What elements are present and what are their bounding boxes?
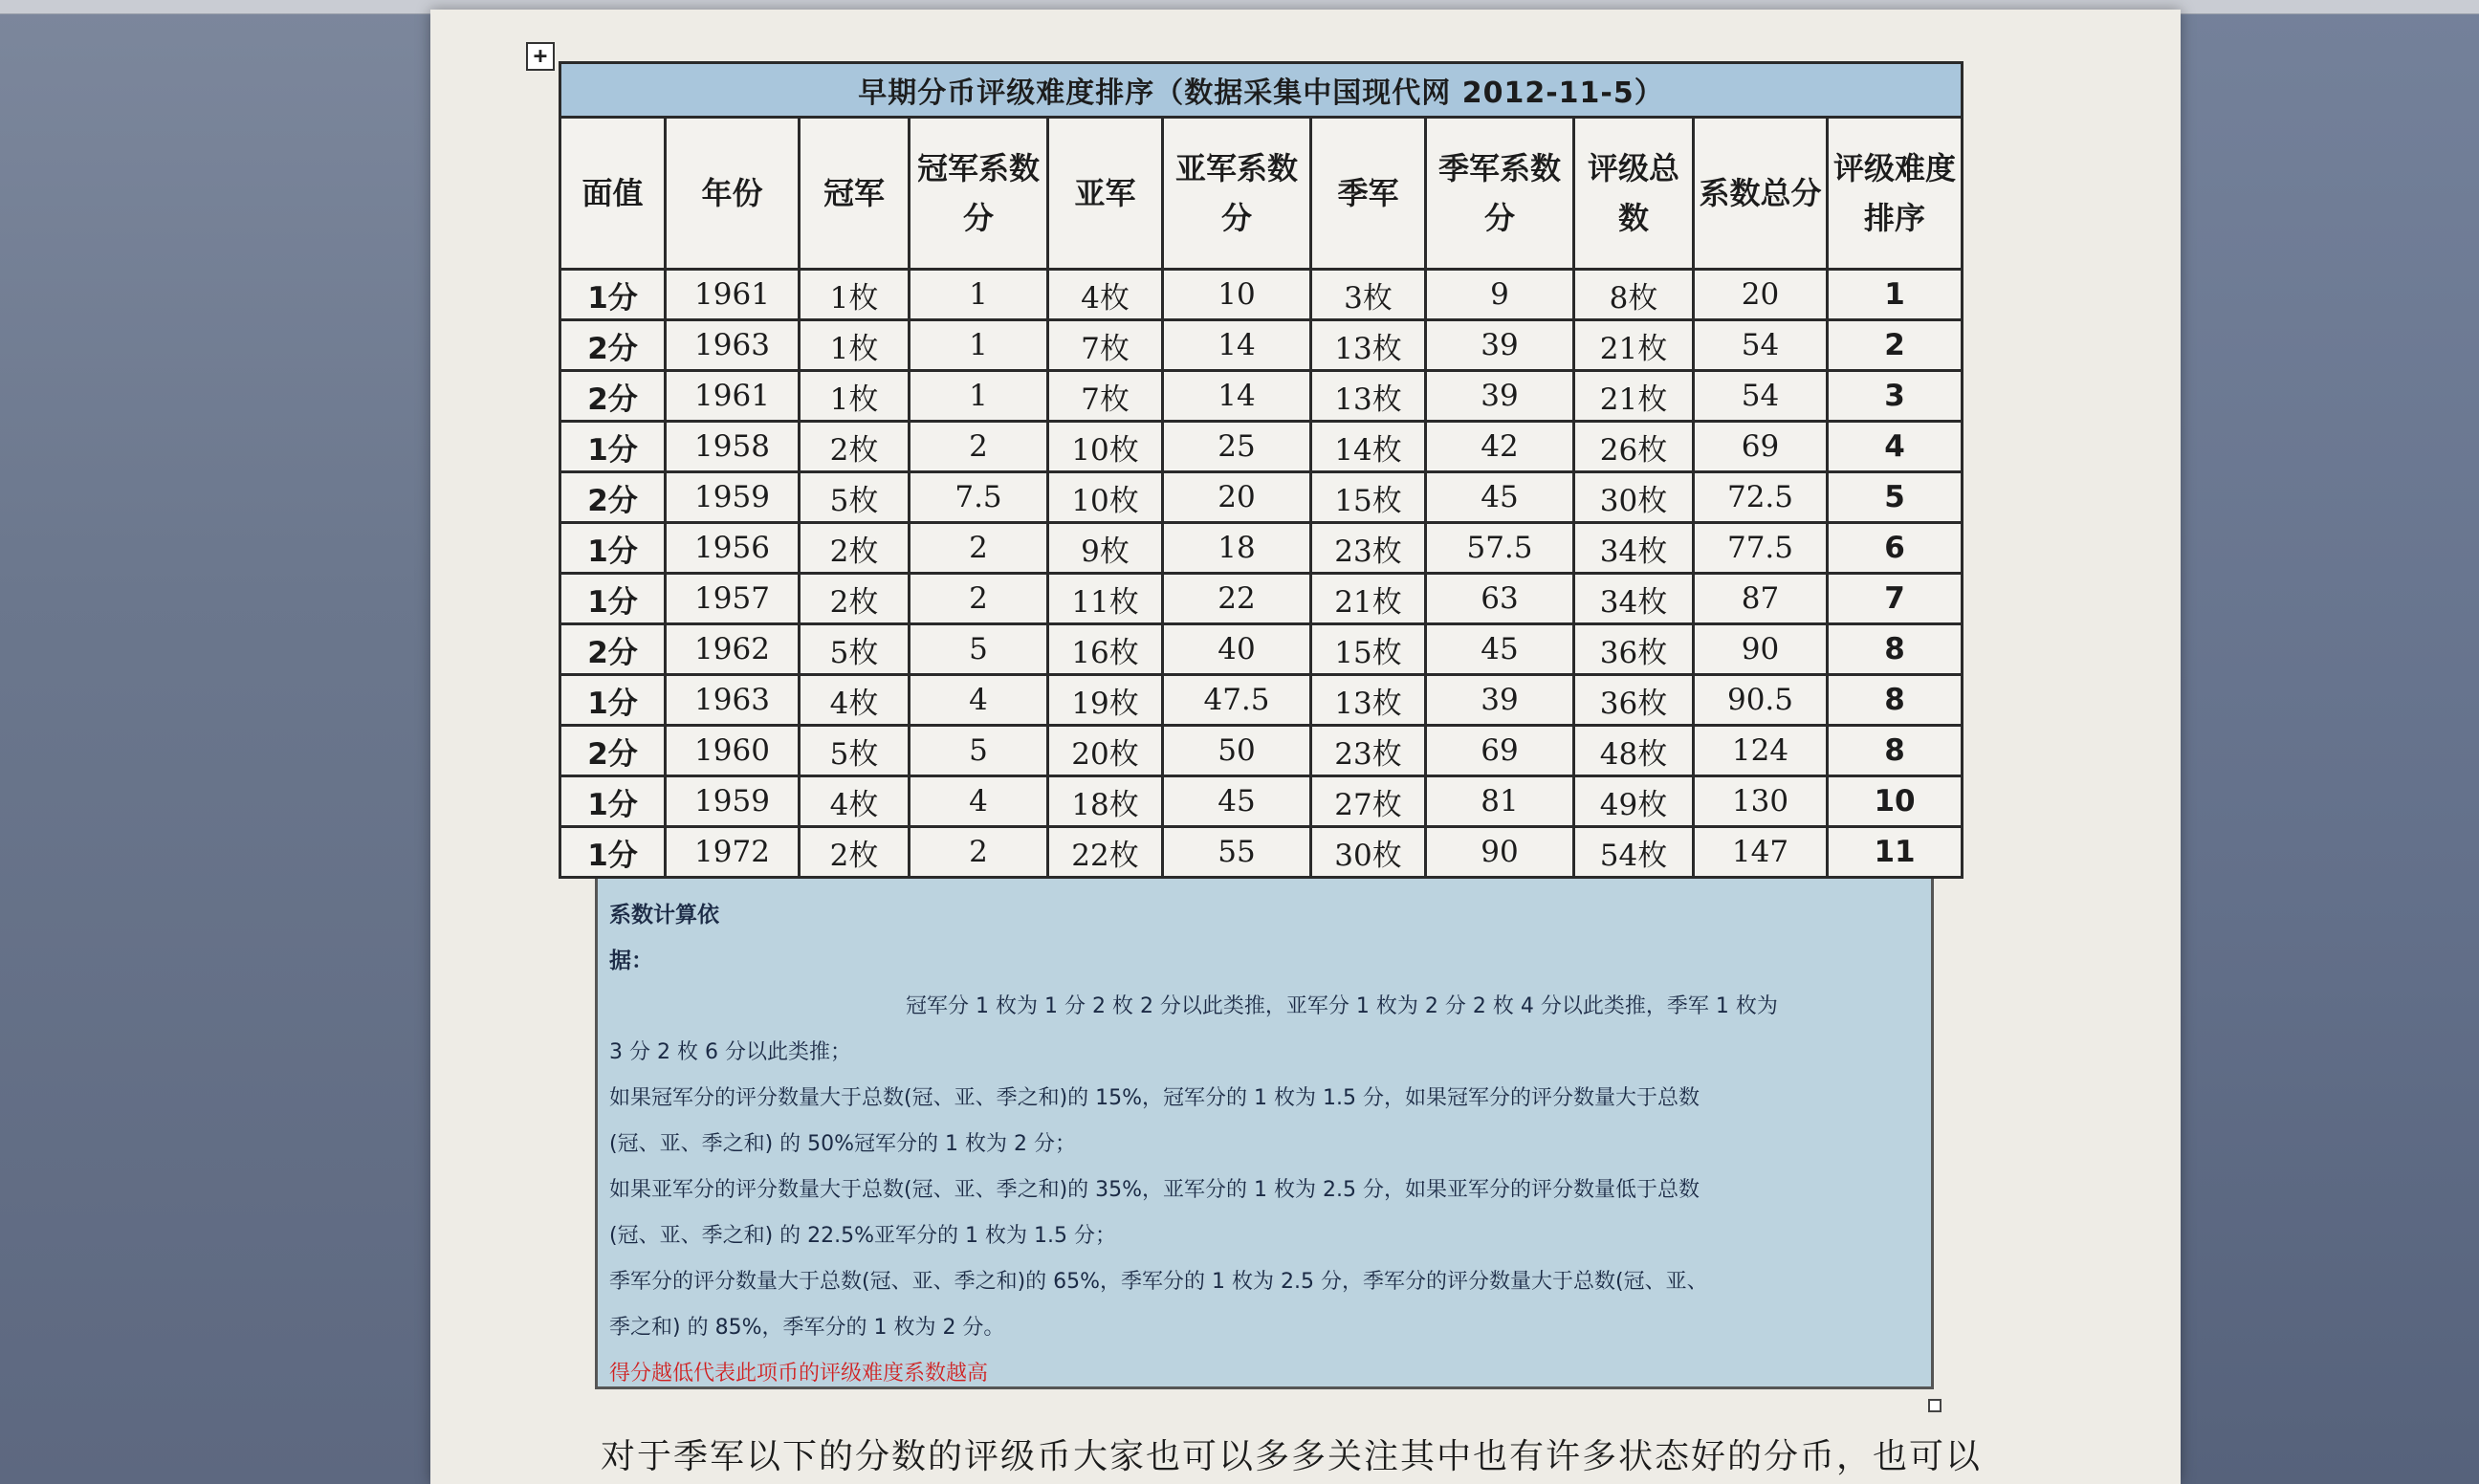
table-cell[interactable]: 21枚 [1574, 320, 1694, 371]
table-resize-handle-icon[interactable] [1928, 1399, 1942, 1412]
table-cell[interactable]: 1 [1828, 270, 1963, 320]
table-cell[interactable]: 1963 [666, 320, 800, 371]
table-cell[interactable]: 77.5 [1694, 523, 1828, 574]
table-cell[interactable]: 39 [1426, 675, 1574, 726]
table-cell[interactable]: 4枚 [1048, 270, 1163, 320]
table-cell[interactable]: 1 [910, 270, 1048, 320]
body-paragraph: 对于季军以下的分数的评级币大家也可以多多关注其中也有许多状态好的分币，也可以 [601, 1437, 1983, 1476]
table-cell[interactable]: 10枚 [1048, 422, 1163, 472]
table-cell[interactable]: 3 [1828, 371, 1963, 422]
notes-line-5: 如果亚军分的评分数量大于总数(冠、亚、季之和)的 35%，亚军分的 1 枚为 2.5 分，如果亚军分的评分数量低于总数 [609, 1178, 1700, 1202]
table-cell[interactable]: 5枚 [800, 624, 910, 675]
table-cell[interactable]: 22枚 [1048, 827, 1163, 878]
table-cell[interactable]: 20 [1163, 472, 1311, 523]
header-cell: 冠军系数分 [910, 118, 1048, 270]
table-cell[interactable]: 1分 [560, 675, 666, 726]
table-cell[interactable]: 1 [910, 320, 1048, 371]
table-cell[interactable]: 10枚 [1048, 472, 1163, 523]
header-cell: 年份 [666, 118, 800, 270]
table-cell[interactable]: 1枚 [800, 320, 910, 371]
table-row [560, 726, 1963, 776]
header-cell: 亚军 [1048, 118, 1163, 270]
table-body [560, 270, 1963, 878]
table-cell[interactable]: 47.5 [1163, 675, 1311, 726]
table-cell[interactable]: 2枚 [800, 523, 910, 574]
table-cell[interactable]: 13枚 [1311, 320, 1426, 371]
table-cell[interactable]: 10 [1828, 776, 1963, 827]
table-cell[interactable]: 8 [1828, 624, 1963, 675]
table-row [560, 371, 1963, 422]
table-cell[interactable]: 21枚 [1574, 371, 1694, 422]
table-cell[interactable]: 14 [1163, 320, 1311, 371]
table-row [560, 422, 1963, 472]
table-title: 早期分币评级难度排序（数据采集中国现代网 2012-11-5） [560, 63, 1963, 118]
table-cell[interactable]: 23枚 [1311, 523, 1426, 574]
table-cell[interactable]: 34枚 [1574, 574, 1694, 624]
table-cell[interactable]: 30枚 [1574, 472, 1694, 523]
desktop-right-background [2181, 0, 2479, 1484]
table-cell[interactable]: 54 [1694, 371, 1828, 422]
table-row [560, 776, 1963, 827]
table-cell[interactable]: 39 [1426, 320, 1574, 371]
table-cell[interactable]: 13枚 [1311, 371, 1426, 422]
table-cell[interactable]: 5枚 [800, 472, 910, 523]
table-cell[interactable]: 48枚 [1574, 726, 1694, 776]
table-cell[interactable]: 2 [910, 827, 1048, 878]
notes-line-2: 3 分 2 枚 6 分以此类推； [609, 1040, 851, 1064]
table-cell[interactable]: 1960 [666, 726, 800, 776]
table-cell[interactable]: 11 [1828, 827, 1963, 878]
table-cell[interactable]: 4 [910, 776, 1048, 827]
table-move-handle-icon[interactable]: + [526, 42, 555, 71]
table-cell[interactable]: 1961 [666, 371, 800, 422]
header-cell: 评级难度排序 [1828, 118, 1963, 270]
table-cell[interactable]: 1959 [666, 776, 800, 827]
table-cell[interactable]: 4 [910, 675, 1048, 726]
table-cell[interactable]: 7枚 [1048, 371, 1163, 422]
table-row [560, 270, 1963, 320]
table-cell[interactable]: 5 [910, 624, 1048, 675]
table-cell[interactable]: 2分 [560, 624, 666, 675]
table-cell[interactable]: 57.5 [1426, 523, 1574, 574]
table-cell[interactable]: 19枚 [1048, 675, 1163, 726]
table-cell[interactable]: 5 [1828, 472, 1963, 523]
table-cell[interactable]: 124 [1694, 726, 1828, 776]
notes-heading: 系数计算依 [609, 903, 719, 928]
table-cell[interactable]: 14枚 [1311, 422, 1426, 472]
table-header-row [560, 118, 1963, 270]
coefficient-notes [595, 879, 1934, 1389]
notes-line-7: 季军分的评分数量大于总数(冠、亚、季之和)的 65%，季军分的 1 枚为 2.5 分，季军分的评分数量大于总数(冠、亚、 [609, 1270, 1708, 1294]
table-cell[interactable]: 87 [1694, 574, 1828, 624]
table-cell[interactable]: 4枚 [800, 776, 910, 827]
table-cell[interactable]: 81 [1426, 776, 1574, 827]
table-cell[interactable]: 18枚 [1048, 776, 1163, 827]
notes-line-6: (冠、亚、季之和) 的 22.5%亚军分的 1 枚为 1.5 分； [609, 1224, 1116, 1248]
table-row [560, 320, 1963, 371]
header-cell: 面值 [560, 118, 666, 270]
table-cell[interactable]: 39 [1426, 371, 1574, 422]
table-cell[interactable]: 25 [1163, 422, 1311, 472]
table-cell[interactable]: 1分 [560, 827, 666, 878]
table-cell[interactable]: 1959 [666, 472, 800, 523]
table-cell[interactable]: 2枚 [800, 574, 910, 624]
table-cell[interactable]: 36枚 [1574, 675, 1694, 726]
table-cell[interactable]: 90.5 [1694, 675, 1828, 726]
table-cell[interactable]: 72.5 [1694, 472, 1828, 523]
table-cell[interactable]: 36枚 [1574, 624, 1694, 675]
table-cell[interactable]: 1枚 [800, 371, 910, 422]
table-cell[interactable]: 30枚 [1311, 827, 1426, 878]
header-cell: 系数总分 [1694, 118, 1828, 270]
table-cell[interactable]: 55 [1163, 827, 1311, 878]
table-cell[interactable]: 5 [910, 726, 1048, 776]
table-cell[interactable]: 4枚 [800, 675, 910, 726]
table-cell[interactable]: 2 [910, 574, 1048, 624]
table-cell[interactable]: 69 [1426, 726, 1574, 776]
table-cell[interactable]: 6 [1828, 523, 1963, 574]
table-cell[interactable]: 21枚 [1311, 574, 1426, 624]
table-cell[interactable]: 1961 [666, 270, 800, 320]
table-cell[interactable]: 1957 [666, 574, 800, 624]
table-cell[interactable]: 27枚 [1311, 776, 1426, 827]
table-cell[interactable]: 3枚 [1311, 270, 1426, 320]
header-cell: 季军系数分 [1426, 118, 1574, 270]
table-row [560, 675, 1963, 726]
table-cell[interactable]: 90 [1426, 827, 1574, 878]
notes-red-remark: 得分越低代表此项币的评级难度系数越高 [609, 1362, 989, 1386]
table-cell[interactable]: 1972 [666, 827, 800, 878]
table-cell[interactable]: 2 [1828, 320, 1963, 371]
table-cell[interactable]: 14 [1163, 371, 1311, 422]
table-cell[interactable]: 4 [1828, 422, 1963, 472]
table-cell[interactable]: 1分 [560, 776, 666, 827]
ranking-table [559, 61, 1963, 879]
ranking-table-container [559, 61, 1961, 1389]
table-cell[interactable]: 1枚 [800, 270, 910, 320]
header-cell: 亚军系数分 [1163, 118, 1311, 270]
table-cell[interactable]: 2枚 [800, 827, 910, 878]
table-cell[interactable]: 13枚 [1311, 675, 1426, 726]
table-cell[interactable]: 63 [1426, 574, 1574, 624]
table-cell[interactable]: 2 [910, 422, 1048, 472]
table-row [560, 574, 1963, 624]
table-cell[interactable]: 8 [1828, 675, 1963, 726]
table-cell[interactable]: 15枚 [1311, 472, 1426, 523]
table-cell[interactable]: 8枚 [1574, 270, 1694, 320]
table-cell[interactable]: 42 [1426, 422, 1574, 472]
table-cell[interactable]: 2枚 [800, 422, 910, 472]
table-cell[interactable]: 1 [910, 371, 1048, 422]
table-cell[interactable]: 23枚 [1311, 726, 1426, 776]
table-cell[interactable]: 11枚 [1048, 574, 1163, 624]
table-cell[interactable]: 2分 [560, 320, 666, 371]
table-cell[interactable]: 10 [1163, 270, 1311, 320]
table-row [560, 827, 1963, 878]
header-cell: 季军 [1311, 118, 1426, 270]
table-cell[interactable]: 20 [1694, 270, 1828, 320]
table-cell[interactable]: 2分 [560, 472, 666, 523]
table-cell[interactable]: 20枚 [1048, 726, 1163, 776]
header-cell: 冠军 [800, 118, 910, 270]
table-cell[interactable]: 1963 [666, 675, 800, 726]
table-cell[interactable]: 69 [1694, 422, 1828, 472]
table-cell[interactable]: 34枚 [1574, 523, 1694, 574]
table-cell[interactable]: 22 [1163, 574, 1311, 624]
table-cell[interactable]: 50 [1163, 726, 1311, 776]
table-row [560, 472, 1963, 523]
table-cell[interactable]: 7.5 [910, 472, 1048, 523]
table-cell[interactable]: 130 [1694, 776, 1828, 827]
table-cell[interactable]: 1分 [560, 523, 666, 574]
table-cell[interactable]: 8 [1828, 726, 1963, 776]
notes-line-8: 季之和) 的 85%，季军分的 1 枚为 2 分。 [609, 1316, 1005, 1340]
table-cell[interactable]: 54 [1694, 320, 1828, 371]
table-cell[interactable]: 15枚 [1311, 624, 1426, 675]
table-cell[interactable]: 2分 [560, 371, 666, 422]
table-row [560, 523, 1963, 574]
header-cell: 评级总数 [1574, 118, 1694, 270]
table-cell[interactable]: 1962 [666, 624, 800, 675]
table-cell[interactable]: 49枚 [1574, 776, 1694, 827]
desktop-left-background [0, 0, 430, 1484]
table-cell[interactable]: 45 [1426, 624, 1574, 675]
table-cell[interactable]: 9 [1426, 270, 1574, 320]
notes-line-3: 如果冠军分的评分数量大于总数(冠、亚、季之和)的 15%，冠军分的 1 枚为 1.5 分，如果冠军分的评分数量大于总数 [609, 1086, 1700, 1110]
table-cell[interactable]: 7 [1828, 574, 1963, 624]
table-cell[interactable]: 1分 [560, 422, 666, 472]
table-cell[interactable]: 26枚 [1574, 422, 1694, 472]
table-cell[interactable]: 2 [910, 523, 1048, 574]
table-cell[interactable]: 1分 [560, 270, 666, 320]
table-cell[interactable]: 7枚 [1048, 320, 1163, 371]
table-cell[interactable]: 147 [1694, 827, 1828, 878]
table-cell[interactable]: 1958 [666, 422, 800, 472]
table-cell[interactable]: 5枚 [800, 726, 910, 776]
table-cell[interactable]: 45 [1163, 776, 1311, 827]
notes-heading-cont: 据： [609, 949, 653, 973]
table-cell[interactable]: 1956 [666, 523, 800, 574]
table-cell[interactable]: 90 [1694, 624, 1828, 675]
table-cell[interactable]: 40 [1163, 624, 1311, 675]
notes-line-1: 冠军分 1 枚为 1 分 2 枚 2 分以此类推，亚军分 1 枚为 2 分 2 枚 4 分以此类推，季军 1 枚为 [906, 994, 1778, 1018]
table-row [560, 624, 1963, 675]
notes-line-4: (冠、亚、季之和) 的 50%冠军分的 1 枚为 2 分； [609, 1132, 1077, 1156]
table-cell[interactable]: 54枚 [1574, 827, 1694, 878]
table-cell[interactable]: 16枚 [1048, 624, 1163, 675]
table-cell[interactable]: 2分 [560, 726, 666, 776]
table-cell[interactable]: 9枚 [1048, 523, 1163, 574]
table-cell[interactable]: 45 [1426, 472, 1574, 523]
table-cell[interactable]: 18 [1163, 523, 1311, 574]
table-cell[interactable]: 1分 [560, 574, 666, 624]
